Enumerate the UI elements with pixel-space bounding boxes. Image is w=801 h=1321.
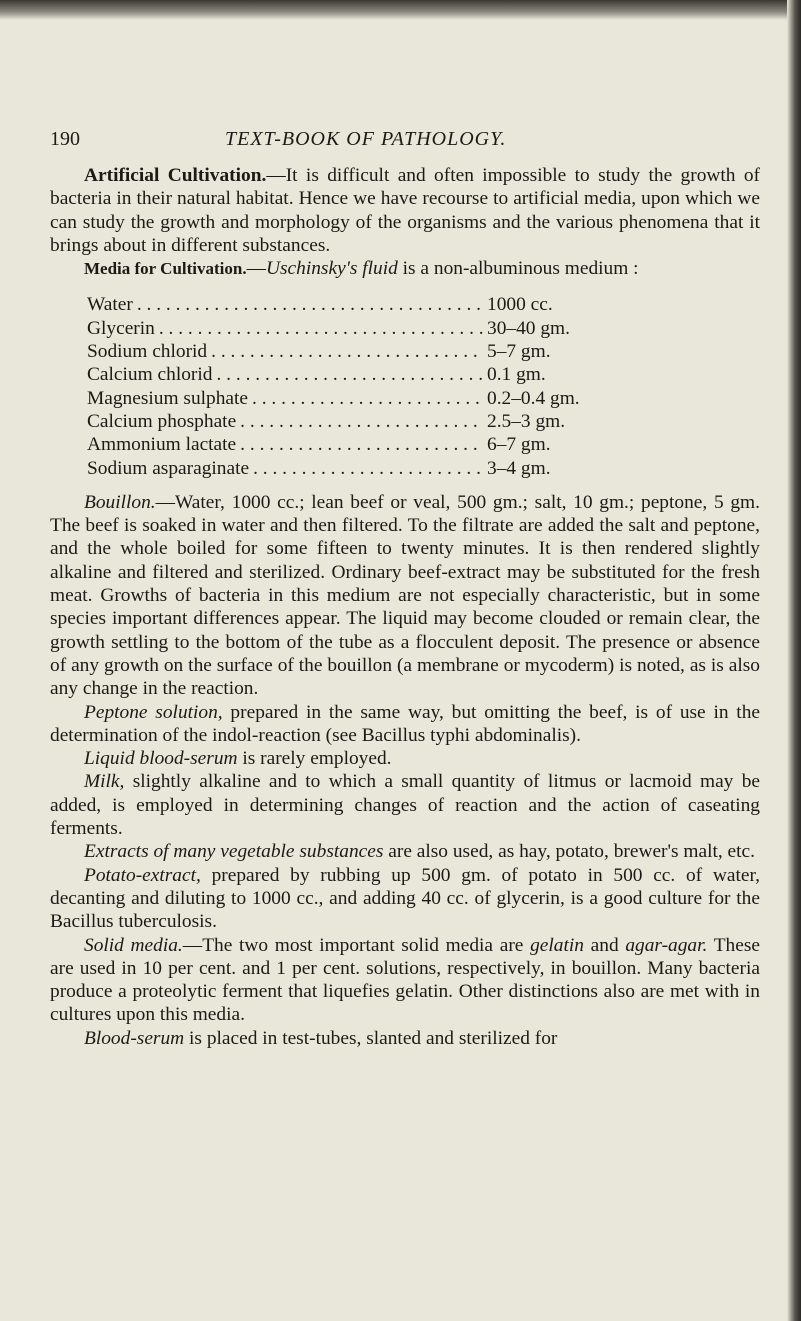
- solid-media-text-a: —The two most important solid media are: [182, 934, 531, 956]
- formula-row: Ammonium lactate . . . 6–7 gm.: [87, 433, 627, 456]
- extracts-paragraph: [50, 840, 760, 863]
- milk-paragraph: [50, 770, 760, 840]
- bouillon-text: —Water, 1000 cc.; lean beef or veal, 500 gm.; salt, 10 gm.; peptone, 5 gm. The beef is soaked in water and then filtered. To the filtrate are added the salt and peptone, and the whole boiled for some fifteen to twenty minutes. It is then rendered slightly alkaline and filtered and sterilized. Ordinary beef-extract may be substituted for the fresh meat. Growths of bacteria in this medium are not especially characteristic, but in some species important differences appear. The liquid may become clouded or remain clear, the growth settling to the bottom of the tube as a flocculent deposit. The presence or absence of any growth on the surface of the bouillon (a membrane or mycoderm) is noted, as is also any change in the reaction.: [50, 491, 760, 700]
- running-title: TEXT-BOOK OF PATHOLOGY.: [225, 128, 507, 150]
- formula-row: Glycerin . . . 30–40 gm.: [87, 317, 627, 340]
- potato-term: Potato-extract,: [84, 864, 201, 886]
- gelatin-term: gelatin: [530, 934, 584, 956]
- scan-edge-right: [787, 0, 801, 1321]
- media-dash: —: [246, 258, 266, 280]
- milk-text: slightly alkaline and to which a small quantity of litmus or lacmoid may be added, is employed in determining changes of reaction and the action of caseating ferments.: [50, 771, 760, 840]
- intro-heading: Artificial Cultivation.: [84, 165, 267, 186]
- media-heading: Media for Cultivation.: [84, 259, 247, 279]
- media-text: is a non-albuminous medium :: [397, 258, 639, 280]
- agar-term: agar-agar.: [625, 934, 708, 956]
- page-header: [50, 128, 760, 164]
- scan-edge-top: [0, 0, 801, 20]
- potato-paragraph: [50, 864, 760, 934]
- formula-row: Calcium chlorid . . . 0.1 gm.: [87, 363, 627, 386]
- peptone-text: prepared in the same way, but omitting the beef, is of use in the determination of the indol-reaction (see Bacillus typhi abdominalis).: [50, 701, 760, 746]
- potato-text: prepared by rubbing up 500 gm. of potato in 500 cc. of water, decanting and diluting to 1000 cc., and adding 40 cc. of glycerin, is a good culture for the Bacillus tuberculosis.: [50, 864, 760, 933]
- formula-row: Sodium chlorid . . . 5–7 gm.: [87, 340, 627, 363]
- bouillon-term: Bouillon.: [84, 491, 156, 513]
- blood-serum-term: Blood-serum: [84, 1027, 185, 1049]
- intro-text: —It is difficult and often impossible to study the growth of bacteria in their natural habitat. Hence we have recourse to artificial media, upon which we can study the growth and morphology of the organisms and the various phenomena that it brings about in different substances.: [50, 165, 760, 256]
- liquid-serum-term: Liquid blood-serum: [84, 748, 238, 770]
- solid-media-term: Solid media.: [84, 934, 183, 956]
- fluid-name: Uschinsky's fluid: [266, 258, 398, 280]
- liquid-serum-paragraph: [50, 747, 760, 770]
- extracts-text: are also used, as hay, potato, brewer's malt, etc.: [383, 841, 756, 863]
- milk-term: Milk,: [84, 771, 125, 793]
- intro-paragraph: [50, 164, 760, 257]
- formula-row: Sodium asparaginate . . . 3–4 gm.: [87, 457, 627, 480]
- formula-row: Magnesium sulphate . . . 0.2–0.4 gm.: [87, 387, 627, 410]
- solid-media-paragraph: [50, 934, 760, 1027]
- bouillon-paragraph: [50, 491, 760, 701]
- formula-row: Water . . . 1000 cc.: [87, 293, 627, 316]
- book-page: [50, 128, 760, 1050]
- page-number: 190: [50, 128, 80, 150]
- peptone-paragraph: [50, 701, 760, 748]
- solid-media-text-b: and: [583, 934, 626, 956]
- peptone-term: Peptone solution,: [84, 701, 223, 723]
- formula-row: Calcium phosphate . . . 2.5–3 gm.: [87, 410, 627, 433]
- blood-serum-text: is placed in test-tubes, slanted and sterilized for: [184, 1027, 558, 1049]
- blood-serum-paragraph: [50, 1027, 760, 1050]
- solid-media-text-c: These are used in 10 per cent. and 1 per cent. solutions, respectively, in bouillon. Many bacteria produce a proteolytic ferment that liquefies gelatin. Other distinctions also are met with in cultures upon this media.: [50, 934, 760, 1026]
- media-paragraph: [50, 257, 760, 280]
- extracts-term: Extracts of many vegetable substances: [84, 841, 384, 863]
- liquid-serum-text: is rarely employed.: [237, 748, 392, 770]
- formula-table: [87, 293, 627, 479]
